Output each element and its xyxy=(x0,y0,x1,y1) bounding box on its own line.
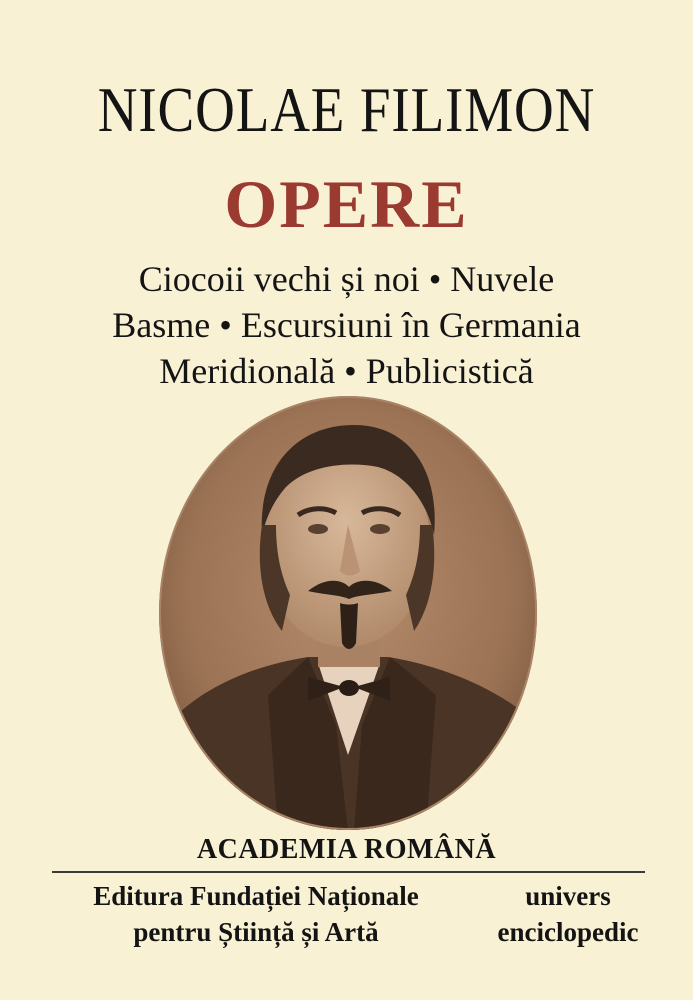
publisher-right xyxy=(478,878,658,950)
author-name: NICOLAE FILIMON xyxy=(97,74,596,145)
contents-line: Basme • Escursiuni în Germania xyxy=(112,305,581,345)
publisher-left-line: pentru Știință și Artă xyxy=(133,917,379,947)
publisher-right-line: enciclopedic xyxy=(497,917,639,947)
publisher-left xyxy=(66,878,446,950)
contents-list xyxy=(0,256,693,394)
author-portrait xyxy=(158,395,538,831)
contents-line: Ciocoii vechi și noi • Nuvele xyxy=(138,259,555,299)
publisher-right-line: univers xyxy=(525,881,611,911)
divider-line xyxy=(52,871,645,873)
book-title: OPERE xyxy=(224,166,469,242)
institution-name: ACADEMIA ROMÂNĂ xyxy=(196,834,497,865)
contents-line: Meridională • Publicistică xyxy=(159,351,534,391)
publisher-left-line: Editura Fundației Naționale xyxy=(93,881,419,911)
